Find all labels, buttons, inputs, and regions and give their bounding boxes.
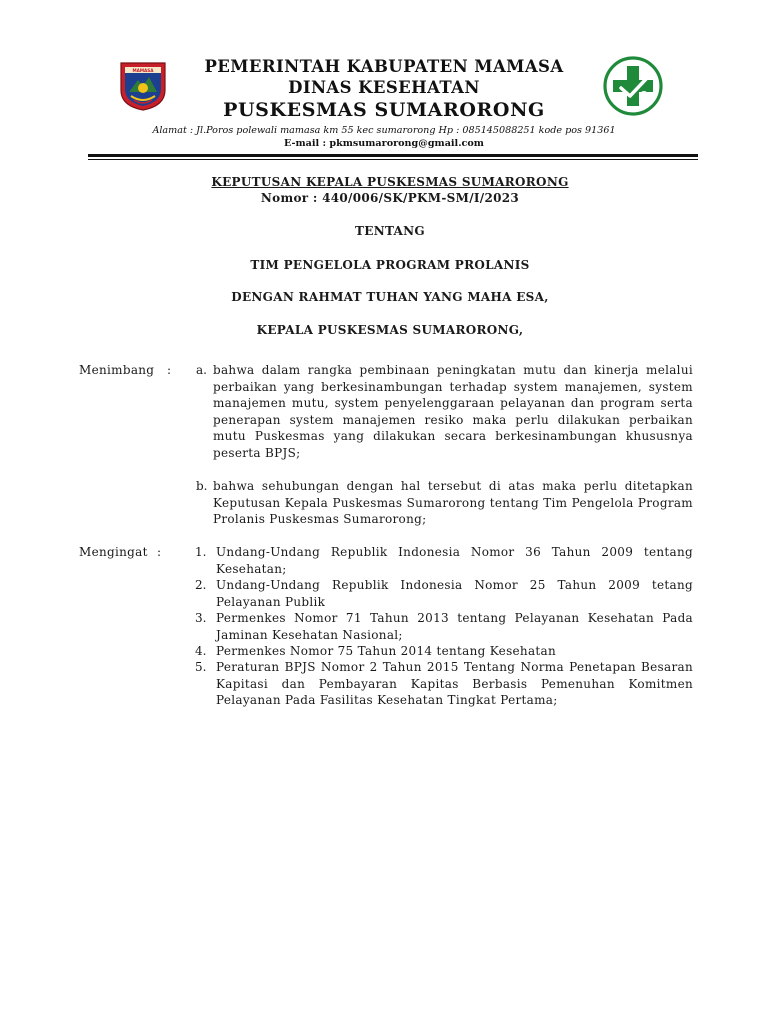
header-government: PEMERINTAH KABUPATEN MAMASA [204,57,564,76]
decree-title: KEPUTUSAN KEPALA PUSKESMAS SUMARORONG [211,175,569,189]
remembering-marker-4: 4. [195,644,207,658]
decree-number: Nomor : 440/006/SK/PKM-SM/I/2023 [260,191,520,205]
header-divider-thin [88,159,698,160]
considering-marker-a: a. [196,363,207,377]
remembering-item-2: Undang-Undang Republik Indonesia Nomor 25 Tahun 2009 tetang Pelayanan Publik [216,578,693,609]
remembering-item-1: Undang-Undang Republik Indonesia Nomor 36 Tahun 2009 tentang Kesehatan; [216,545,693,576]
header-email: E-mail : pkmsumarorong@gmail.com [284,138,484,149]
remembering-label: Mengingat [79,545,148,559]
header-divider-thick [88,154,698,157]
remembering-marker-3: 3. [195,611,207,625]
grace-line: DENGAN RAHMAT TUHAN YANG MAHA ESA, [231,290,549,304]
considering-colon: : [167,363,172,377]
remembering-item-5: Peraturan BPJS Nomor 2 Tahun 2015 Tentang Norma Penetapan Besaran Kapitasi dan Pembayaran Kapitas Berbasis Pemenuhan Komitmen Pelayanan Pada Fasilitas Kesehatan Tingkat Pertama; [216,660,693,708]
remembering-item-4: Permenkes Nomor 75 Tahun 2014 tentang Kesehatan [216,644,557,658]
remembering-marker-2: 2. [195,578,207,592]
remembering-item-3: Permenkes Nomor 71 Tahun 2013 tentang Pelayanan Kesehatan Pada Jaminan Kesehatan Nasional; [216,611,693,642]
header-address: Alamat : Jl.Poros polewali mamasa km 55 kec sumarorong Hp : 085145088251 kode pos 91361 [152,125,616,136]
considering-marker-b: b. [196,479,208,493]
considering-item-b: bahwa sehubungan dengan hal tersebut di atas maka perlu ditetapkan Keputusan Kepala Puskesmas Sumarorong tentang Tim Pengelola Program Prolanis Puskesmas Sumarorong; [213,479,693,527]
header-institution: PUSKESMAS SUMARORONG [223,99,545,121]
remembering-marker-5: 5. [195,660,207,674]
head-line: KEPALA PUSKESMAS SUMARORONG, [256,323,524,337]
remembering-colon: : [157,545,162,559]
remembering-marker-1: 1. [195,545,207,559]
considering-label: Menimbang [79,363,155,377]
considering-item-a: bahwa dalam rangka pembinaan peningkatan mutu dan kinerja melalui perbaikan yang berkesinambungan terhadap system manajemen, system manajemen mutu, system penyelenggaraan pelayanan dan program serta penerapan system manajemen resiko maka perlu dilakukan perbaikan mutu Puskesmas yang dilakukan secara berkesinambungan khususnya peserta BPJS; [213,363,693,460]
header-department: DINAS KESEHATAN [288,78,480,97]
about-heading: TENTANG [355,224,425,238]
puskesmas-cross-logo-icon [603,56,663,116]
logo-lettering: MAMASA [132,68,154,73]
decree-subject: TIM PENGELOLA PROGRAM PROLANIS [250,258,530,272]
